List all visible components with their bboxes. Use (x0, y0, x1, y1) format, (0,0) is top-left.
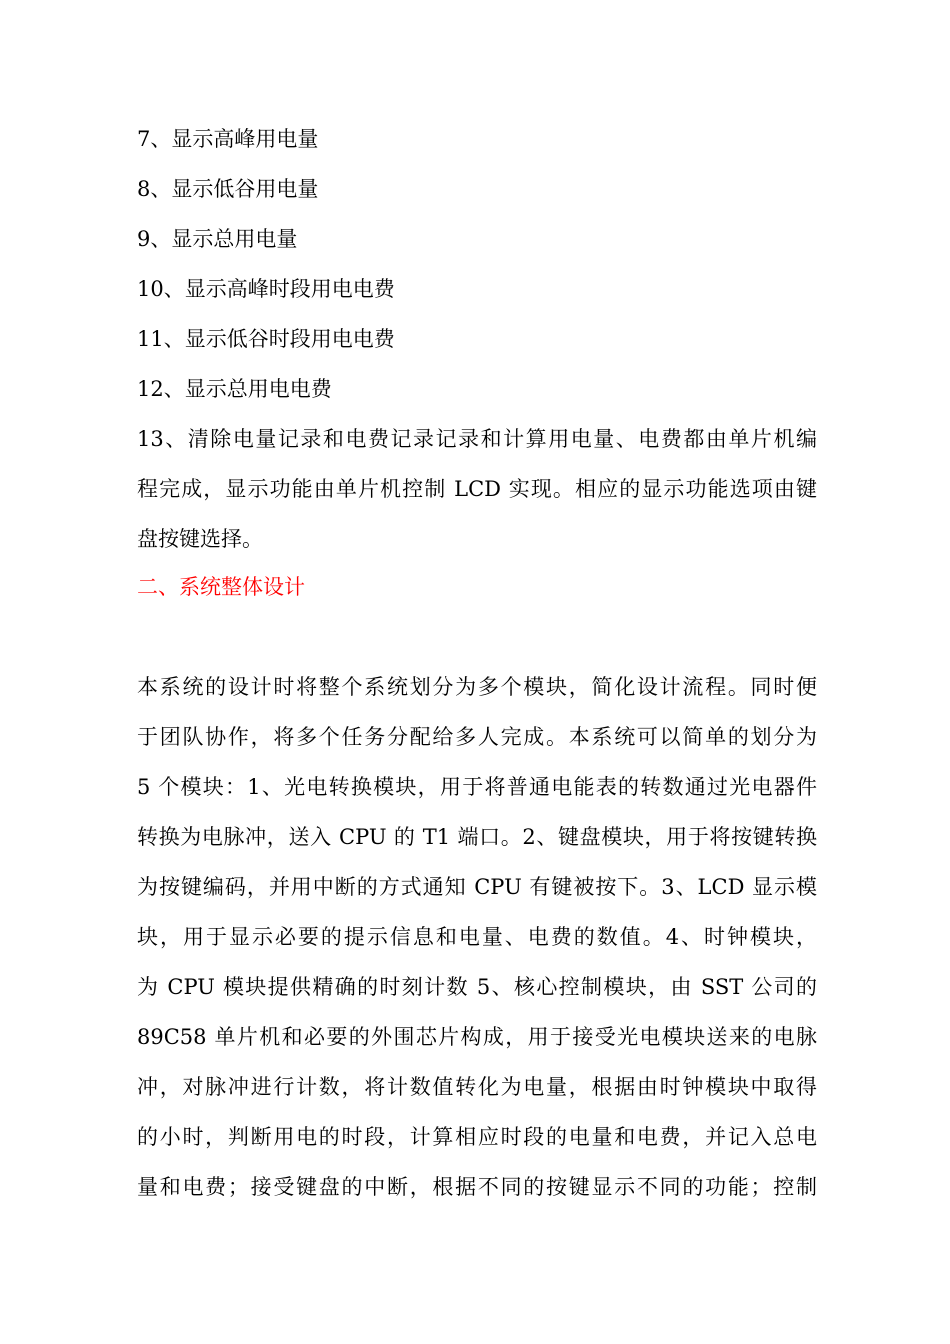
body-line-1: 本系统的设计时将整个系统划分为多个模块，简化设计流程。同时便 (137, 675, 817, 699)
body-line-7: 为 CPU 模块提供精确的时刻计数 5、核心控制模块，由 SST 公司的 (137, 975, 817, 999)
section-heading: 二、系统整体设计 (137, 575, 305, 599)
list-item-13-line-1: 13、清除电量记录和电费记录记录和计算用电量、电费都由单片机编 (137, 427, 817, 451)
list-item-13-line-3: 盘按键选择。 (137, 527, 263, 551)
body-line-10: 的小时，判断用电的时段，计算相应时段的电量和电费，并记入总电 (137, 1125, 817, 1149)
body-line-3: 5 个模块：1、光电转换模块，用于将普通电能表的转数通过光电器件 (137, 775, 817, 799)
body-line-5: 为按键编码，并用中断的方式通知 CPU 有键被按下。3、LCD 显示模 (137, 875, 817, 899)
body-line-4: 转换为电脉冲，送入 CPU 的 T1 端口。2、键盘模块，用于将按键转换 (137, 825, 817, 849)
body-line-9: 冲，对脉冲进行计数，将计数值转化为电量，根据由时钟模块中取得 (137, 1075, 817, 1099)
list-item-12: 12、显示总用电电费 (137, 377, 332, 401)
body-line-6: 块，用于显示必要的提示信息和电量、电费的数值。4、时钟模块， (137, 925, 817, 949)
body-line-8: 89C58 单片机和必要的外围芯片构成，用于接受光电模块送来的电脉 (137, 1025, 817, 1049)
list-item-13-line-2: 程完成，显示功能由单片机控制 LCD 实现。相应的显示功能选项由键 (137, 477, 817, 501)
list-item-9: 9、显示总用电量 (137, 227, 298, 251)
body-line-2: 于团队协作，将多个任务分配给多人完成。本系统可以简单的划分为 (137, 725, 817, 749)
list-item-11: 11、显示低谷时段用电电费 (137, 327, 395, 351)
list-item-8: 8、显示低谷用电量 (137, 177, 319, 201)
body-line-11: 量和电费；接受键盘的中断，根据不同的按键显示不同的功能；控制 (137, 1175, 817, 1199)
list-item-7: 7、显示高峰用电量 (137, 127, 319, 151)
list-item-10: 10、显示高峰时段用电电费 (137, 277, 395, 301)
